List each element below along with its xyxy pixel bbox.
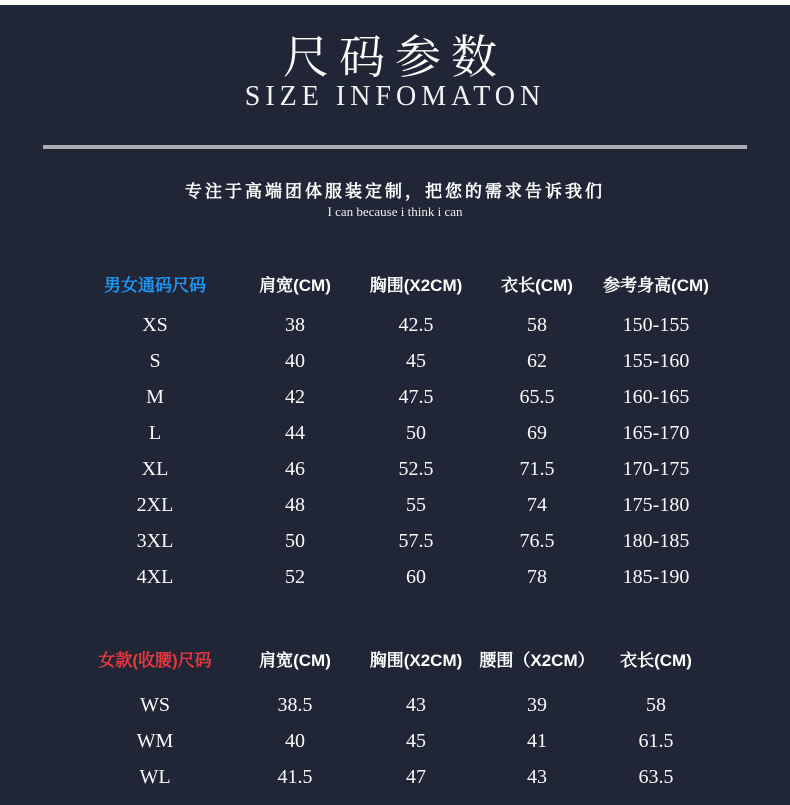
size-cell: 47: [406, 766, 426, 788]
size-cell: 45: [406, 350, 426, 372]
page-title-english: SIZE INFOMATON: [244, 81, 546, 112]
size-label: XS: [142, 314, 168, 336]
tagline-text: 专注于高端团体服装定制，把您的需求告诉我们: [185, 182, 605, 201]
column-header-height: 参考身高(CM): [603, 276, 709, 295]
size-cell: 52.5: [398, 458, 434, 480]
column-header-length: 衣长(CM): [501, 276, 573, 295]
size-cell: 42: [285, 386, 305, 408]
size-cell: 155-160: [622, 350, 690, 372]
slogan-text: I can because i think i can: [327, 204, 463, 219]
size-cell: 44: [285, 422, 305, 444]
size-label: WS: [140, 694, 170, 716]
size-label: WL: [139, 766, 171, 788]
size-cell: 78: [527, 566, 547, 588]
size-cell: 41: [527, 730, 547, 752]
size-cell: 71.5: [519, 458, 555, 480]
size-info-panel: [0, 5, 790, 805]
women-table-label: 女款(收腰)尺码: [98, 651, 212, 670]
size-cell: 55: [406, 494, 426, 516]
size-cell: 76.5: [519, 530, 555, 552]
size-cell: 41.5: [277, 766, 313, 788]
size-cell: 61.5: [638, 730, 674, 752]
size-label: 4XL: [136, 566, 174, 588]
size-cell: 52: [285, 566, 305, 588]
size-cell: 150-155: [622, 314, 690, 336]
size-cell: 38: [285, 314, 305, 336]
column-header-waist: 腰围（X2CM）: [479, 651, 595, 670]
size-cell: 58: [646, 694, 666, 716]
size-cell: 50: [406, 422, 426, 444]
size-cell: 62: [527, 350, 547, 372]
size-label: S: [149, 350, 161, 372]
size-cell: 185-190: [622, 566, 690, 588]
size-cell: 160-165: [622, 386, 690, 408]
size-cell: 48: [285, 494, 305, 516]
size-cell: 65.5: [519, 386, 555, 408]
size-label: L: [148, 422, 162, 444]
size-label: WM: [136, 730, 174, 752]
size-cell: 50: [285, 530, 305, 552]
divider-line: [43, 145, 747, 149]
size-cell: 38.5: [277, 694, 313, 716]
size-cell: 46: [285, 458, 305, 480]
column-header-chest: 胸围(X2CM): [369, 276, 463, 295]
size-cell: 175-180: [622, 494, 690, 516]
size-cell: 165-170: [622, 422, 690, 444]
size-cell: 45: [406, 730, 426, 752]
size-cell: 180-185: [622, 530, 690, 552]
size-cell: 42.5: [398, 314, 434, 336]
size-cell: 39: [527, 694, 547, 716]
size-label: M: [146, 386, 164, 408]
size-cell: 60: [406, 566, 426, 588]
unisex-table-label: 男女通码尺码: [104, 276, 206, 295]
size-cell: 69: [527, 422, 547, 444]
size-cell: 43: [406, 694, 426, 716]
size-cell: 40: [285, 350, 305, 372]
size-cell: 74: [527, 494, 547, 516]
unisex-size-table: [75, 268, 715, 595]
table-spacer: [75, 679, 715, 687]
size-cell: 63.5: [638, 766, 674, 788]
size-cell: 170-175: [622, 458, 690, 480]
column-header-shoulder: 肩宽(CM): [259, 276, 331, 295]
size-cell: 57.5: [398, 530, 434, 552]
size-cell: 43: [527, 766, 547, 788]
size-label: XL: [141, 458, 169, 480]
size-label: 3XL: [136, 530, 174, 552]
size-cell: 58: [527, 314, 547, 336]
size-cell: 47.5: [398, 386, 434, 408]
column-header-length: 衣长(CM): [620, 651, 692, 670]
column-header-shoulder: 肩宽(CM): [259, 651, 331, 670]
page-title-chinese: 尺码参数: [283, 30, 507, 84]
women-size-table: [75, 643, 715, 795]
size-label: 2XL: [136, 494, 174, 516]
size-cell: 40: [285, 730, 305, 752]
column-header-chest: 胸围(X2CM): [369, 651, 463, 670]
